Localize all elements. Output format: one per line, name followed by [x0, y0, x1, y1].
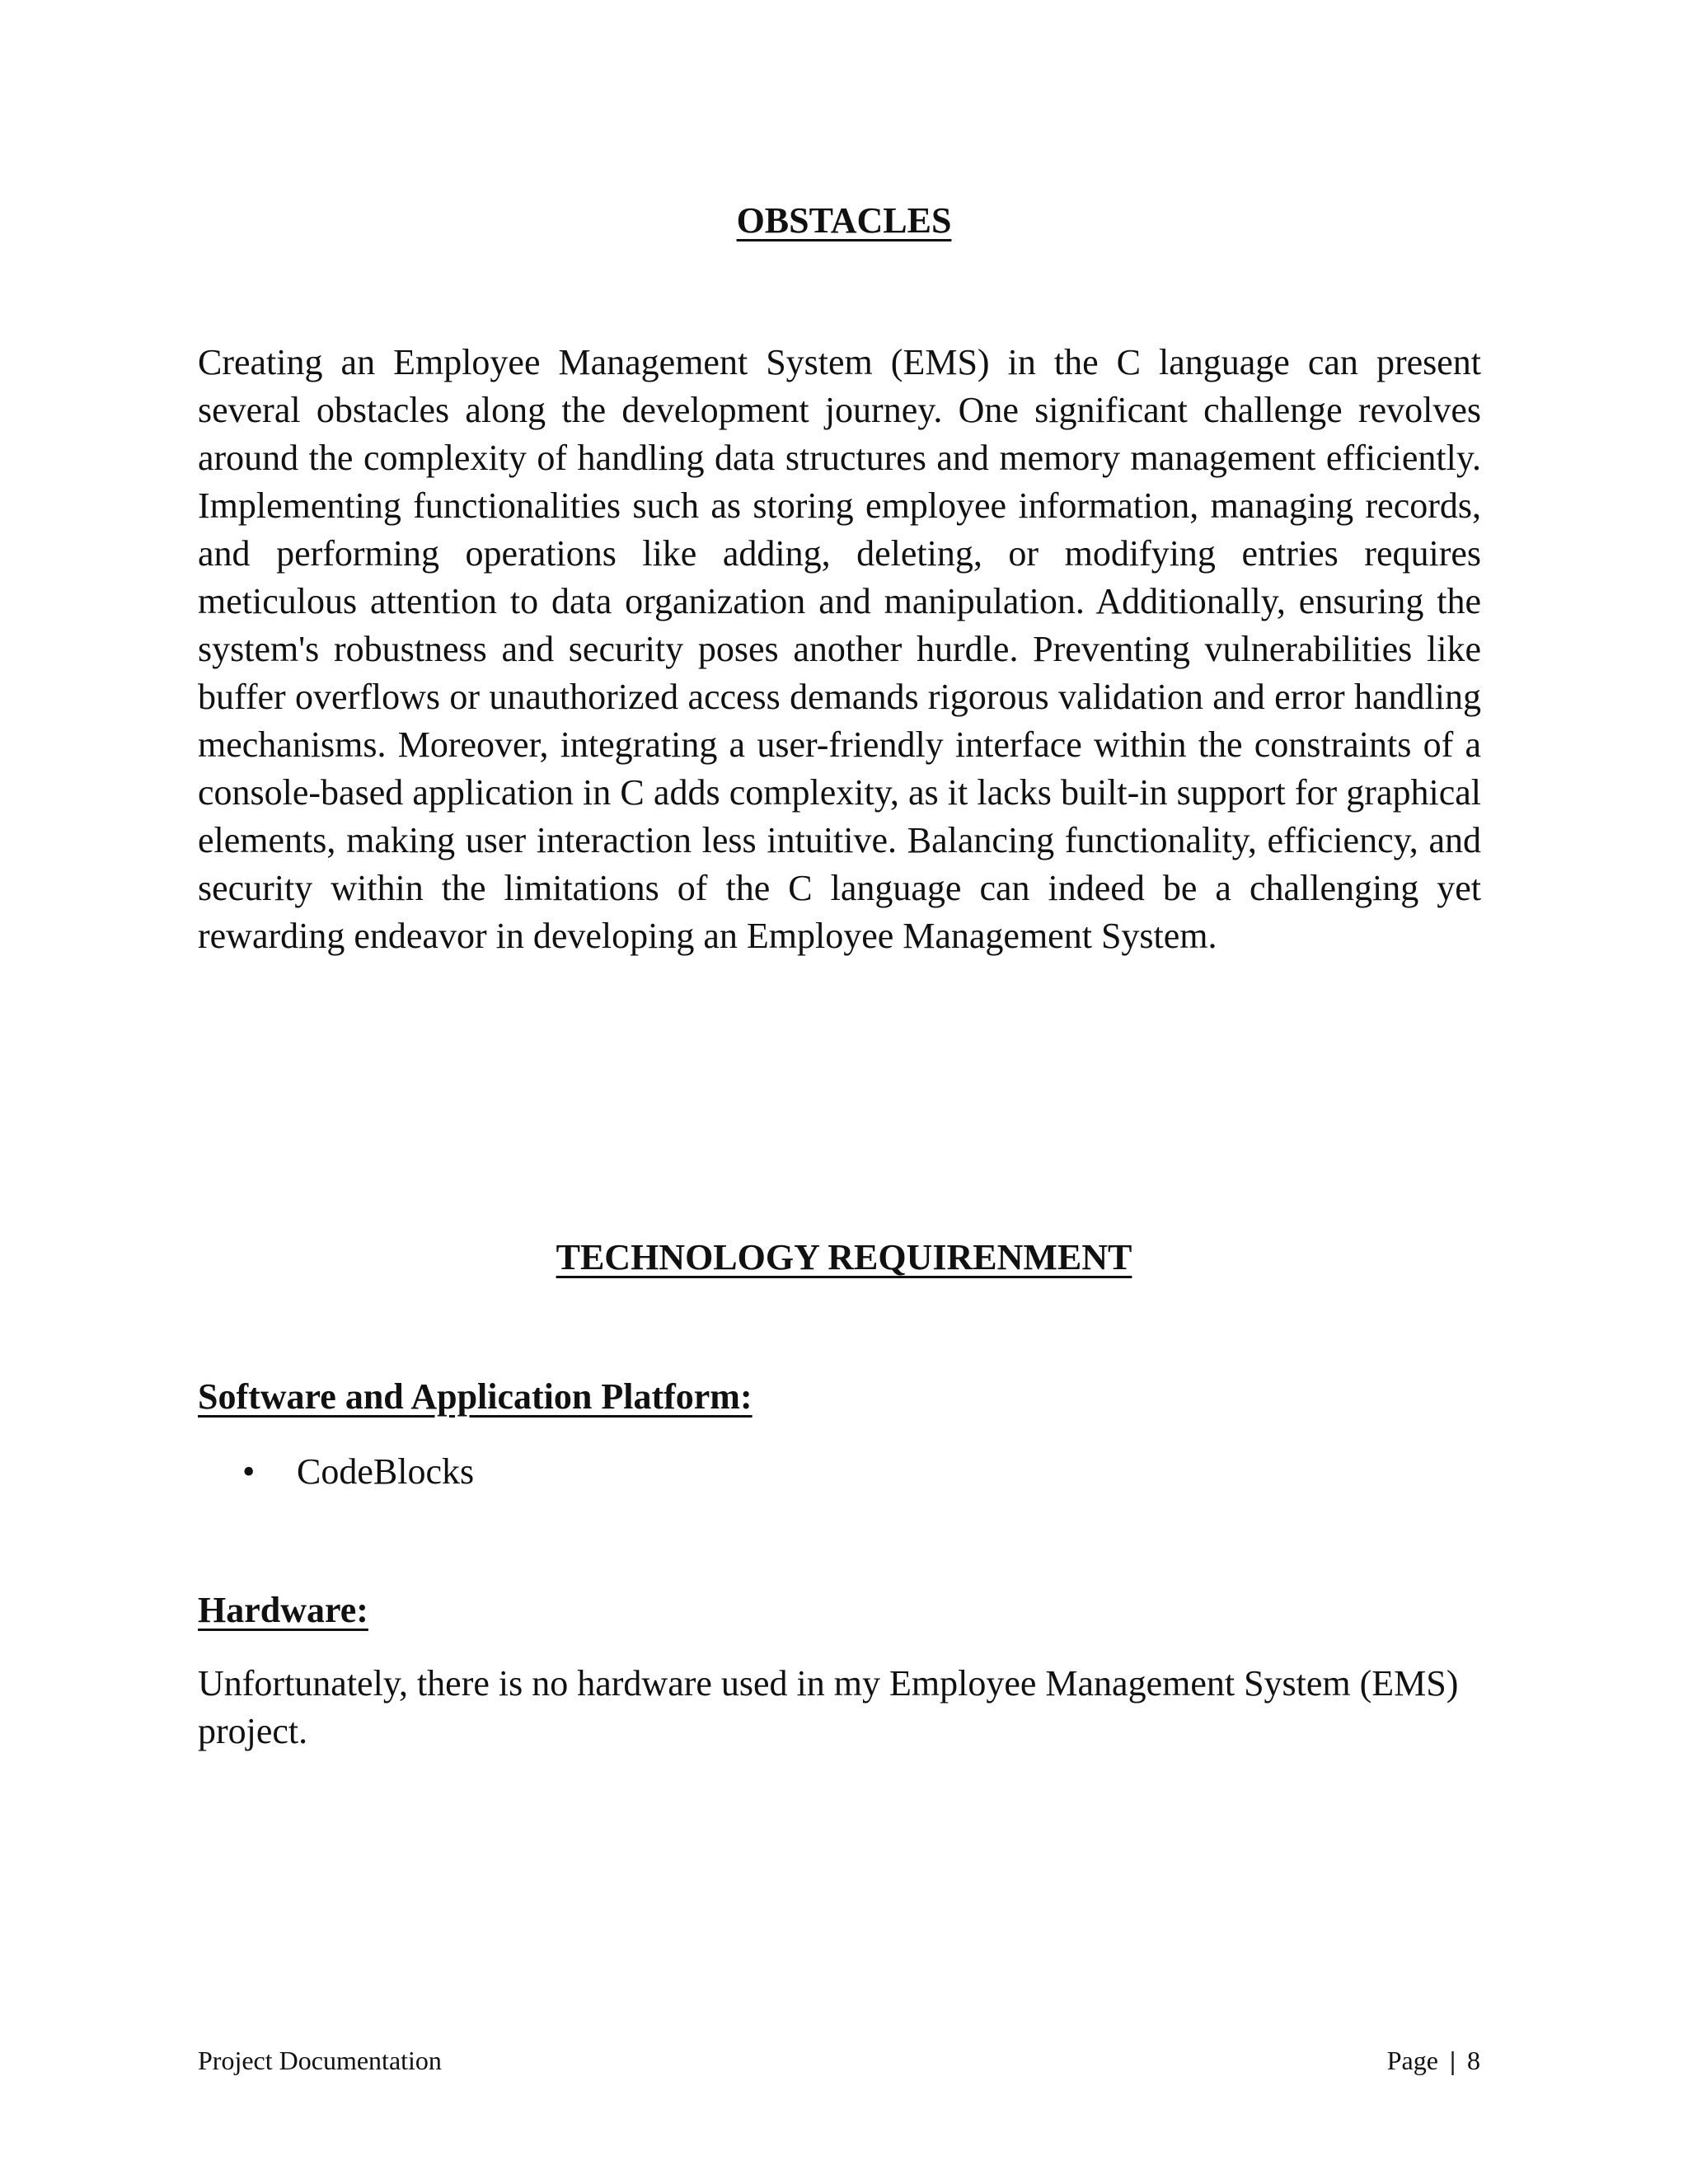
software-platform-heading: Software and Application Platform:: [198, 1376, 753, 1417]
software-item-label: CodeBlocks: [297, 1451, 475, 1492]
page-label: Page: [1386, 2046, 1438, 2075]
software-list: [198, 1448, 474, 1496]
footer-page-number: [1387, 2046, 1480, 2076]
page-separator: |: [1449, 2046, 1456, 2075]
technology-requirement-heading: TECHNOLOGY REQUIRENMENT: [556, 1237, 1132, 1277]
hardware-paragraph: Unfortunately, there is no hardware used in my Employee Management System (EMS) project.: [198, 1663, 1459, 1751]
footer-document-title: Project Documentation: [198, 2046, 442, 2075]
obstacles-heading: OBSTACLES: [736, 200, 952, 241]
list-item: [198, 1448, 474, 1496]
bullet-icon: •: [242, 1451, 256, 1492]
page-number: 8: [1467, 2046, 1480, 2075]
obstacles-paragraph: Creating an Employee Management System (EMS) in the C language can present several obstacles along the development journey. One significant challenge revolves around the complexity of handling data structures and memory management efficiently. Implementing functionalities such as storing employee information, managing records, and performing operations like adding, deleting, or modifying entries requires meticulous attention to data organization and manipulation. Additionally, ensuring the system's robustness and security poses another hurdle. Preventing vulnerabilities like buffer overflows or unauthorized access demands rigorous validation and error handling mechanisms. Moreover, integrating a user-friendly interface within the constraints of a console-based application in C adds complexity, as it lacks built-in support for graphical elements, making user interaction less intuitive. Balancing functionality, efficiency, and security within the limitations of the C language can indeed be a challenging yet rewarding endeavor in developing an Employee Management System.: [198, 342, 1481, 956]
hardware-heading: Hardware:: [198, 1590, 368, 1630]
